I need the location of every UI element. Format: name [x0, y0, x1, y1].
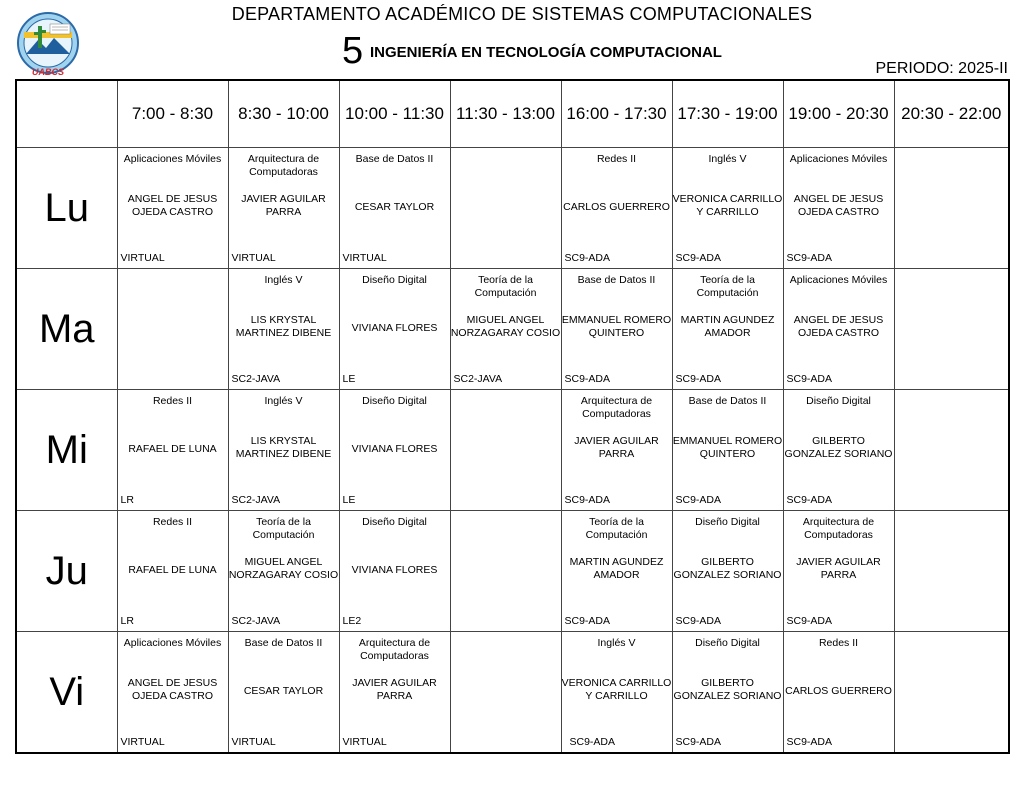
teacher-name: VIVIANA FLORES: [351, 322, 438, 334]
class-cell: [672, 632, 783, 754]
teacher-name: MIGUEL ANGEL NORZAGARAY COSIO: [228, 556, 339, 581]
room-label: SC9-ADA: [675, 615, 722, 627]
teacher-name: JAVIER AGUILAR PARRA: [796, 556, 881, 581]
teacher-name: GILBERTO GONZALEZ SORIANO: [673, 556, 782, 581]
time-slot-header: 20:30 - 22:00: [894, 80, 1009, 148]
class-cell-content: [451, 632, 561, 752]
subject-name: Teoría de la Computación: [585, 516, 648, 541]
class-cell-content: [673, 632, 783, 752]
class-cell: [339, 269, 450, 390]
class-cell: [672, 511, 783, 632]
day-row: [16, 148, 1009, 269]
class-cell: [561, 511, 672, 632]
room-label: VIRTUAL: [231, 736, 276, 748]
class-cell-content: [784, 390, 894, 510]
class-cell: [894, 269, 1009, 390]
room-label: SC9-ADA: [786, 494, 833, 506]
subject-name: Inglés V: [708, 153, 747, 165]
class-cell-content: [451, 390, 561, 510]
teacher-name: VERONICA CARRILLO Y CARRILLO: [672, 193, 783, 218]
class-cell-content: [118, 632, 228, 752]
room-label: VIRTUAL: [342, 736, 387, 748]
class-cell-content: [784, 632, 894, 752]
class-cell-content: [118, 148, 228, 268]
class-cell-content: [673, 148, 783, 268]
class-cell: [228, 511, 339, 632]
subject-name: Base de Datos II: [688, 395, 767, 407]
subject-name: Aplicaciones Móviles: [123, 153, 222, 165]
teacher-name: JAVIER AGUILAR PARRA: [574, 435, 659, 460]
class-cell: [783, 390, 894, 511]
teacher-name: JAVIER AGUILAR PARRA: [241, 193, 326, 218]
subject-name: Redes II: [152, 516, 193, 528]
class-cell-content: [229, 269, 339, 389]
class-cell-content: [784, 511, 894, 631]
room-label: SC9-ADA: [564, 494, 611, 506]
subject-name: Arquitectura de Computadoras: [358, 637, 431, 662]
class-cell: [672, 390, 783, 511]
class-cell-content: [451, 148, 561, 268]
room-label: LE2: [342, 615, 362, 627]
class-cell-content: [451, 511, 561, 631]
room-label: SC2-JAVA: [231, 615, 281, 627]
room-label: VIRTUAL: [342, 252, 387, 264]
class-cell: [450, 632, 561, 754]
room-label: LE: [342, 494, 356, 506]
class-cell: [894, 511, 1009, 632]
class-cell-content: [340, 390, 450, 510]
day-row: [16, 511, 1009, 632]
time-slot-header: 7:00 - 8:30: [117, 80, 228, 148]
time-slot-header: 8:30 - 10:00: [228, 80, 339, 148]
subject-name: Redes II: [152, 395, 193, 407]
subject-name: Base de Datos II: [355, 153, 434, 165]
class-cell: [117, 269, 228, 390]
class-cell: [117, 511, 228, 632]
class-cell-content: [895, 148, 1009, 268]
subject-name: Redes II: [818, 637, 859, 649]
room-label: VIRTUAL: [231, 252, 276, 264]
subject-name: Diseño Digital: [362, 395, 427, 407]
time-slot-header: 19:00 - 20:30: [783, 80, 894, 148]
period-label: PERIODO: 2025-II: [875, 60, 1008, 77]
class-cell-content: [229, 390, 339, 510]
teacher-name: CARLOS GUERRERO: [563, 201, 670, 213]
day-label: Ju: [16, 511, 117, 632]
day-row: [16, 269, 1009, 390]
class-cell-content: [340, 148, 450, 268]
class-cell: [561, 632, 672, 754]
room-label: LR: [120, 615, 134, 627]
room-label: SC9-ADA: [675, 373, 722, 385]
room-label: VIRTUAL: [120, 252, 165, 264]
class-cell: [117, 390, 228, 511]
time-slot-header: 16:00 - 17:30: [561, 80, 672, 148]
teacher-name: ANGEL DE JESUS OJEDA CASTRO: [127, 677, 218, 702]
class-cell-content: [562, 269, 672, 389]
room-label: VIRTUAL: [120, 736, 165, 748]
room-label: SC9-ADA: [564, 615, 611, 627]
subject-name: Inglés V: [264, 395, 303, 407]
teacher-name: MARTIN AGUNDEZ AMADOR: [680, 314, 775, 339]
class-cell-content: [229, 511, 339, 631]
teacher-name: LIS KRYSTAL MARTINEZ DIBENE: [235, 435, 332, 460]
room-label: SC9-ADA: [786, 615, 833, 627]
schedule-table: [15, 79, 1010, 754]
teacher-name: CESAR TAYLOR: [243, 685, 324, 697]
class-cell: [561, 269, 672, 390]
room-label: LR: [120, 494, 134, 506]
class-cell-content: [340, 632, 450, 752]
class-cell-content: [118, 269, 228, 389]
subject-name: Aplicaciones Móviles: [123, 637, 222, 649]
teacher-name: VIVIANA FLORES: [351, 443, 438, 455]
corner-cell: [16, 80, 117, 148]
teacher-name: JAVIER AGUILAR PARRA: [352, 677, 437, 702]
class-cell: [561, 390, 672, 511]
class-cell-content: [895, 511, 1009, 631]
class-cell: [672, 148, 783, 269]
teacher-name: CARLOS GUERRERO: [785, 685, 892, 697]
class-cell: [894, 632, 1009, 754]
class-cell-content: [340, 511, 450, 631]
day-label: Vi: [16, 632, 117, 754]
teacher-name: VIVIANA FLORES: [351, 564, 438, 576]
day-row: [16, 390, 1009, 511]
class-cell-content: [451, 269, 561, 389]
subject-name: Diseño Digital: [806, 395, 871, 407]
day-label: Ma: [16, 269, 117, 390]
time-header-row: [16, 80, 1009, 148]
class-cell: [228, 148, 339, 269]
subject-name: Inglés V: [264, 274, 303, 286]
class-cell: [339, 511, 450, 632]
class-cell: [561, 148, 672, 269]
class-cell: [117, 632, 228, 754]
semester-number: 5: [342, 30, 364, 72]
class-cell: [894, 148, 1009, 269]
teacher-name: MARTIN AGUNDEZ AMADOR: [569, 556, 664, 581]
teacher-name: MIGUEL ANGEL NORZAGARAY COSIO: [450, 314, 561, 339]
teacher-name: EMMANUEL ROMERO QUINTERO: [561, 314, 672, 339]
room-label: SC9-ADA: [786, 736, 833, 748]
class-cell-content: [895, 269, 1009, 389]
teacher-name: ANGEL DE JESUS OJEDA CASTRO: [793, 314, 884, 339]
teacher-name: RAFAEL DE LUNA: [128, 443, 217, 455]
class-cell-content: [562, 390, 672, 510]
day-label: Mi: [16, 390, 117, 511]
day-label: Lu: [16, 148, 117, 269]
room-label: SC9-ADA: [569, 736, 616, 748]
subject-name: Arquitectura de Computadoras: [580, 395, 653, 420]
class-cell: [450, 148, 561, 269]
subject-name: Arquitectura de Computadoras: [802, 516, 875, 541]
room-label: SC9-ADA: [786, 252, 833, 264]
room-label: SC9-ADA: [786, 373, 833, 385]
class-cell: [672, 269, 783, 390]
time-slot-header: 10:00 - 11:30: [339, 80, 450, 148]
subject-name: Base de Datos II: [577, 274, 656, 286]
class-cell-content: [562, 511, 672, 631]
class-cell: [228, 632, 339, 754]
class-cell: [339, 148, 450, 269]
class-cell: [228, 269, 339, 390]
class-cell-content: [673, 269, 783, 389]
logo-wordmark: UABCS: [31, 67, 65, 77]
room-label: SC2-JAVA: [231, 373, 281, 385]
class-cell-content: [784, 269, 894, 389]
class-cell-content: [229, 148, 339, 268]
class-cell-content: [340, 269, 450, 389]
program-title: INGENIERÍA EN TECNOLOGÍA COMPUTACIONAL: [370, 44, 722, 61]
teacher-name: EMMANUEL ROMERO QUINTERO: [672, 435, 783, 460]
class-cell-content: [784, 148, 894, 268]
day-row: [16, 632, 1009, 754]
subject-name: Diseño Digital: [695, 637, 760, 649]
teacher-name: LIS KRYSTAL MARTINEZ DIBENE: [235, 314, 332, 339]
class-cell-content: [562, 148, 672, 268]
class-cell-content: [118, 511, 228, 631]
room-label: SC9-ADA: [675, 494, 722, 506]
teacher-name: RAFAEL DE LUNA: [128, 564, 217, 576]
time-slot-header: 17:30 - 19:00: [672, 80, 783, 148]
class-cell: [339, 632, 450, 754]
class-cell: [117, 148, 228, 269]
teacher-name: GILBERTO GONZALEZ SORIANO: [784, 435, 893, 460]
teacher-name: VERONICA CARRILLO Y CARRILLO: [561, 677, 672, 702]
class-cell-content: [562, 632, 672, 752]
subject-name: Aplicaciones Móviles: [789, 153, 888, 165]
subject-name: Diseño Digital: [362, 274, 427, 286]
class-cell: [783, 511, 894, 632]
class-cell: [450, 390, 561, 511]
class-cell: [783, 632, 894, 754]
class-cell: [228, 390, 339, 511]
subject-name: Aplicaciones Móviles: [789, 274, 888, 286]
class-cell: [894, 390, 1009, 511]
class-cell: [450, 269, 561, 390]
subject-name: Redes II: [596, 153, 637, 165]
class-cell: [783, 269, 894, 390]
department-title: DEPARTAMENTO ACADÉMICO DE SISTEMAS COMPUTACIONALES: [231, 4, 813, 24]
subject-name: Diseño Digital: [362, 516, 427, 528]
teacher-name: ANGEL DE JESUS OJEDA CASTRO: [793, 193, 884, 218]
subject-name: Teoría de la Computación: [474, 274, 537, 299]
teacher-name: GILBERTO GONZALEZ SORIANO: [673, 677, 782, 702]
room-label: SC9-ADA: [564, 252, 611, 264]
class-cell-content: [229, 632, 339, 752]
class-cell-content: [673, 390, 783, 510]
class-cell: [783, 148, 894, 269]
subject-name: Arquitectura de Computadoras: [247, 153, 320, 178]
room-label: SC9-ADA: [675, 736, 722, 748]
class-cell: [450, 511, 561, 632]
subject-name: Inglés V: [597, 637, 636, 649]
subject-name: Base de Datos II: [244, 637, 323, 649]
room-label: SC9-ADA: [564, 373, 611, 385]
subject-name: Teoría de la Computación: [696, 274, 759, 299]
subject-name: Teoría de la Computación: [252, 516, 315, 541]
teacher-name: CESAR TAYLOR: [354, 201, 435, 213]
time-slot-header: 11:30 - 13:00: [450, 80, 561, 148]
teacher-name: ANGEL DE JESUS OJEDA CASTRO: [127, 193, 218, 218]
room-label: SC2-JAVA: [231, 494, 281, 506]
class-cell-content: [895, 632, 1009, 752]
room-label: SC9-ADA: [675, 252, 722, 264]
class-cell: [339, 390, 450, 511]
class-cell-content: [895, 390, 1009, 510]
subject-name: Diseño Digital: [695, 516, 760, 528]
room-label: LE: [342, 373, 356, 385]
class-cell-content: [118, 390, 228, 510]
class-cell-content: [673, 511, 783, 631]
room-label: SC2-JAVA: [453, 373, 503, 385]
